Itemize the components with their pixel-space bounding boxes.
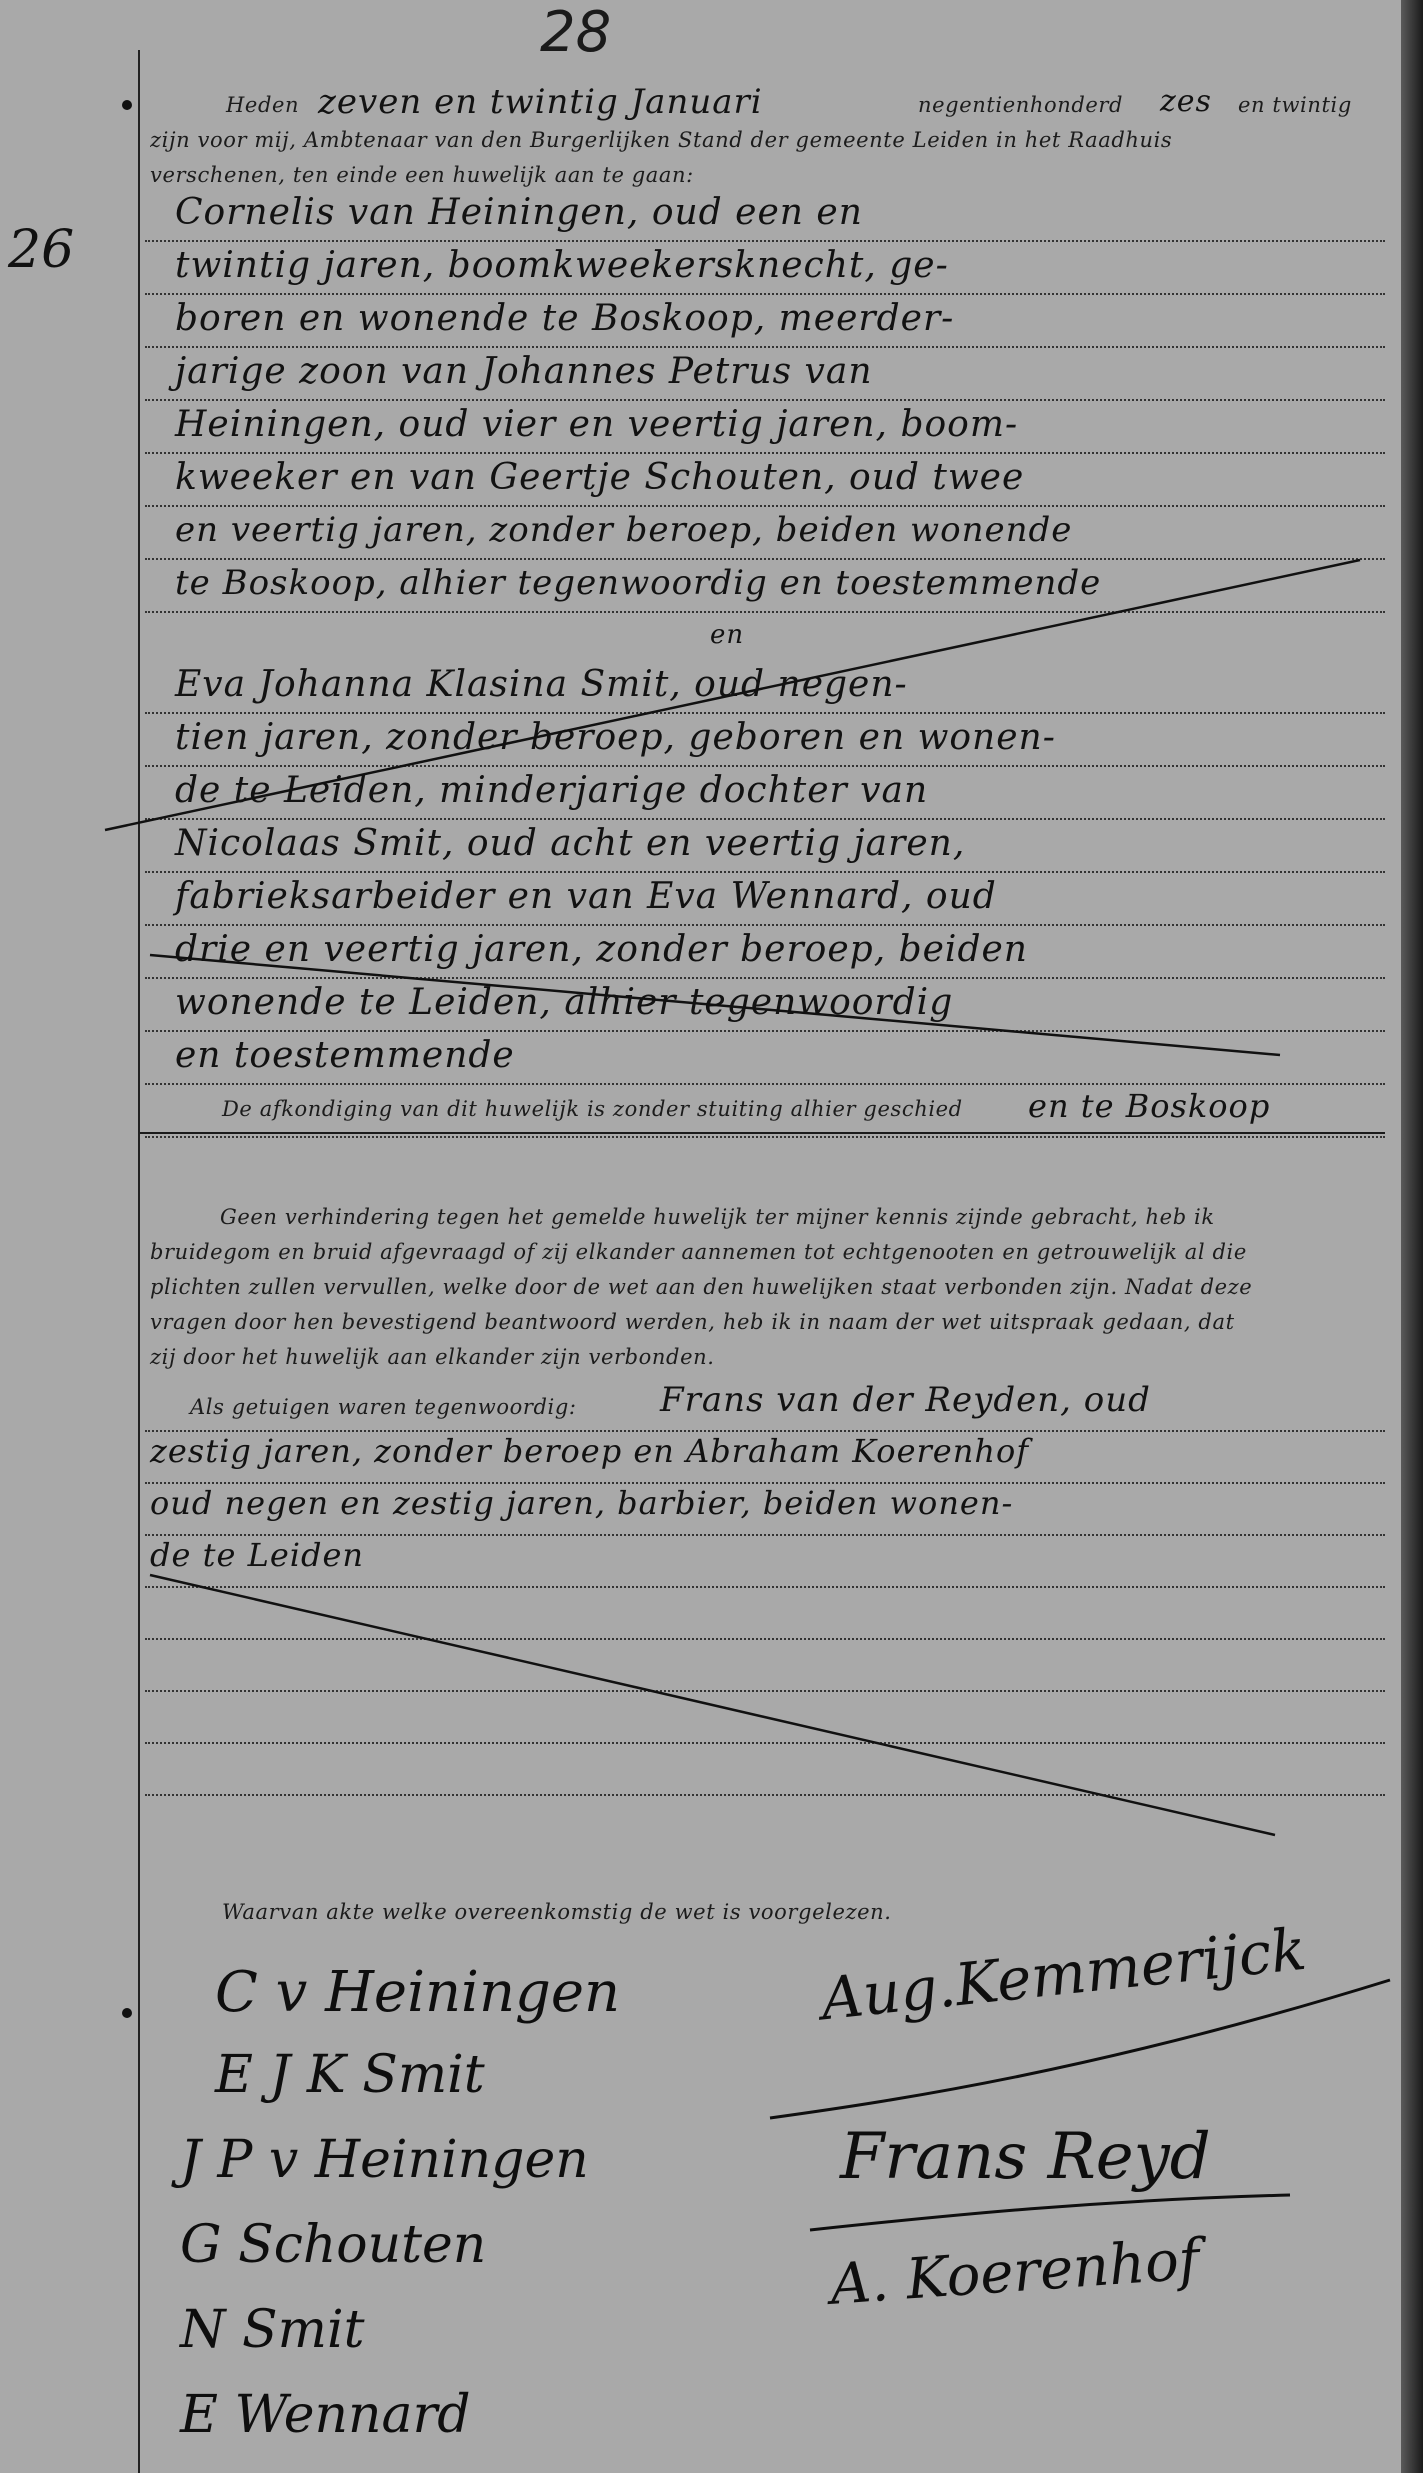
handwritten-date: zeven en twintig Januari (318, 82, 763, 122)
handwritten-year: zes (1160, 84, 1212, 119)
groom-line: twintig jaren, boomkweekersknecht, ge- (175, 245, 949, 286)
printed-line-3: verschenen, ten einde een huwelijk aan te gaan: (150, 163, 694, 187)
printed-paragraph-line: zij door het huwelijk aan elkander zijn verbonden. (150, 1345, 715, 1369)
witness-line: de te Leiden (150, 1536, 365, 1574)
printed-closing: Waarvan akte welke overeenkomstig de wet is voorgelezen. (222, 1900, 892, 1924)
printed-heden: Heden (226, 93, 300, 117)
groom-line: Heiningen, oud vier en veertig jaren, boom- (175, 404, 1019, 445)
groom-line: te Boskoop, alhier tegenwoordig en toestemmende (175, 563, 1102, 603)
signature-flourish (770, 1980, 1390, 2118)
bride-line: de te Leiden, minderjarige dochter van (175, 770, 929, 811)
bride-line: fabrieksarbeider en van Eva Wennard, oud (175, 876, 997, 917)
signature-flourish (810, 2195, 1290, 2230)
bride-line: Eva Johanna Klasina Smit, oud negen- (175, 664, 908, 705)
groom-line: kweeker en van Geertje Schouten, oud twee (175, 457, 1025, 498)
witness-line: Frans van der Reyden, oud (660, 1380, 1151, 1420)
groom-line: Cornelis van Heiningen, oud een en (175, 192, 863, 233)
strike-line (105, 560, 1360, 830)
printed-paragraph-line: plichten zullen vervullen, welke door de wet aan den huwelijken staat verbonden zijn. Nadat deze (150, 1275, 1253, 1299)
signature-groom-mother: G Schouten (180, 2215, 487, 2275)
groom-line: en veertig jaren, zonder beroep, beiden wonende (175, 510, 1073, 550)
printed-line-2: zijn voor mij, Ambtenaar van den Burgerlijken Stand der gemeente Leiden in het Raadhuis (150, 128, 1173, 152)
strike-line (150, 1575, 1275, 1835)
handwritten-banns-addition: en te Boskoop (1028, 1087, 1271, 1125)
witness-line: zestig jaren, zonder beroep en Abraham Koerenhof (150, 1432, 1030, 1470)
bride-line: wonende te Leiden, alhier tegenwoordig (175, 982, 954, 1023)
signature-bride-mother: E Wennard (180, 2385, 471, 2445)
conjunction-en: en (710, 620, 745, 650)
printed-paragraph-line: Geen verhindering tegen het gemelde huwelijk ter mijner kennis zijnde gebracht, heb ik (220, 1205, 1215, 1229)
printed-witnesses: Als getuigen waren tegenwoordig: (190, 1395, 577, 1419)
printed-paragraph-line: vragen door hen bevestigend beantwoord werden, heb ik in naam der wet uitspraak gedaan, dat (150, 1310, 1235, 1334)
printed-century: negentienhonderd (918, 93, 1124, 117)
printed-paragraph-line: bruidegom en bruid afgevraagd of zij elkander aannemen tot echtgenooten en getrouwelijk al die (150, 1240, 1247, 1264)
signature-bride-father: N Smit (180, 2300, 365, 2360)
bride-line: drie en veertig jaren, zonder beroep, beiden (175, 929, 1028, 970)
printed-twintig: en twintig (1238, 93, 1352, 117)
groom-line: jarige zoon van Johannes Petrus van (175, 351, 873, 392)
bride-line: tien jaren, zonder beroep, geboren en wonen- (175, 717, 1056, 758)
signature-groom: C v Heiningen (215, 1960, 621, 2025)
signature-witness-2: A. Koerenhof (828, 2227, 1202, 2318)
signature-witness-1: Frans Reyd (840, 2120, 1211, 2194)
act-number: 26 (8, 220, 75, 280)
signature-bride: E J K Smit (215, 2045, 485, 2105)
bride-line: Nicolaas Smit, oud acht en veertig jaren, (175, 823, 966, 864)
signature-official: Aug.Kemmerijck (817, 1914, 1310, 2034)
printed-banns: De afkondiging van dit huwelijk is zonder stuiting alhier geschied (222, 1097, 963, 1121)
signature-groom-father: J P v Heiningen (180, 2130, 589, 2190)
bride-line: en toestemmende (175, 1035, 515, 1076)
witness-line: oud negen en zestig jaren, barbier, beiden wonen- (150, 1484, 1014, 1522)
groom-line: boren en wonende te Boskoop, meerder- (175, 298, 955, 339)
strike-line (150, 955, 1280, 1055)
page-number: 28 (540, 0, 612, 65)
